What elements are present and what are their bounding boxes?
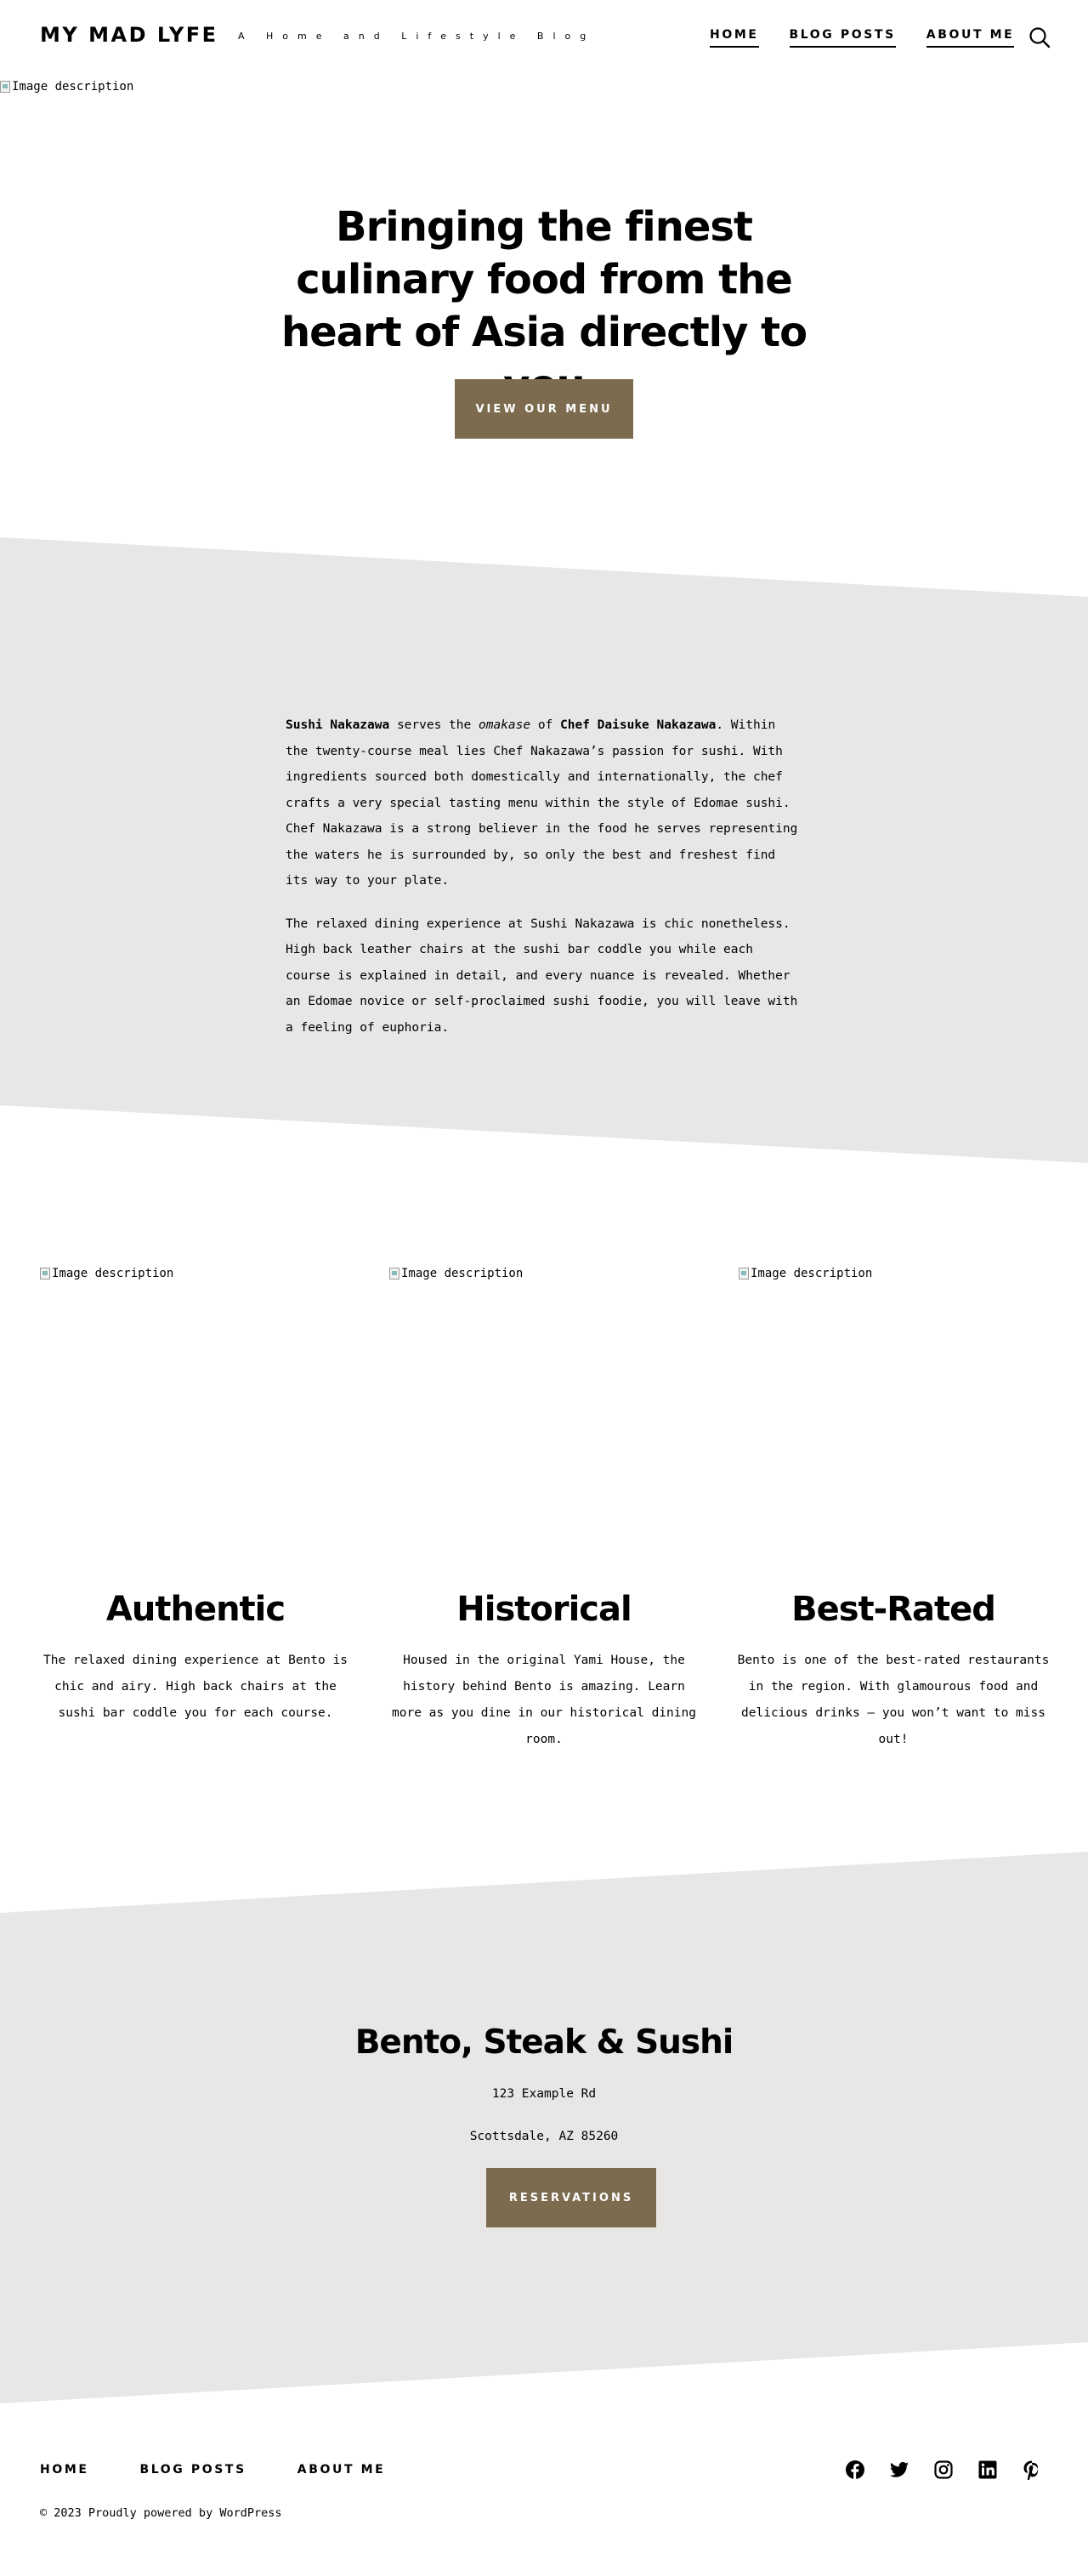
feature-best-rated bbox=[736, 1590, 1051, 1753]
address-line-2: Scottsdale, AZ 85260 bbox=[469, 2130, 619, 2143]
feature-title: Best-Rated bbox=[791, 1590, 995, 1629]
copyright-text: © 2023 Proudly powered by WordPress bbox=[40, 2506, 282, 2520]
nav-item-about-me[interactable]: ABOUT ME bbox=[926, 28, 1015, 48]
broken-image-icon bbox=[739, 1268, 749, 1279]
hero-image-alt: Image description bbox=[12, 80, 134, 94]
broken-image-icon bbox=[0, 81, 10, 93]
facebook-icon[interactable] bbox=[845, 2460, 865, 2480]
social-links bbox=[845, 2460, 1042, 2480]
site-header bbox=[0, 0, 1088, 75]
pinterest-icon[interactable] bbox=[1022, 2460, 1042, 2480]
feature-text: Bento is one of the best-rated restaurants in the region. With glamourous food and delicious drinks – you won’t want to miss out! bbox=[737, 1654, 1050, 1746]
feature-title: Authentic bbox=[105, 1590, 286, 1629]
footer-link-about-me[interactable]: ABOUT ME bbox=[297, 2463, 386, 2477]
linkedin-icon[interactable] bbox=[978, 2460, 998, 2480]
broken-image-icon bbox=[40, 1268, 50, 1279]
footer-link-blog-posts[interactable]: BLOG POSTS bbox=[139, 2463, 246, 2477]
feature-image-3: Image description bbox=[739, 1267, 872, 1280]
hero-title: Bringing the finest culinary food from the heart of Asia directly to bbox=[280, 203, 808, 356]
search-icon[interactable] bbox=[1028, 26, 1051, 48]
nav-item-home[interactable]: HOME bbox=[710, 28, 759, 48]
feature-text: The relaxed dining experience at Bento is chic and airy. High back chairs at the sushi bar coddle you for each course. bbox=[43, 1654, 348, 1720]
nav-item-blog-posts[interactable]: BLOG POSTS bbox=[790, 28, 896, 48]
about-paragraph-1: Sushi Nakazawa serves the omakase of Chef Daisuke Nakazawa. Within the twenty-course meal lies Chef Nakazawa’s passion for sushi. With ingredients sourced both domestically and internationally, the chef crafts a very special tasting menu within the style of Edomae sushi. Chef Nakazawa is a strong believer in the food he serves representing the waters he is surrounded by, so only the best and freshest find its way to your plate. bbox=[286, 718, 798, 888]
about-text bbox=[286, 712, 804, 1058]
main-nav bbox=[710, 28, 1014, 48]
feature-image-1: Image description bbox=[40, 1267, 173, 1280]
feature-text: Housed in the original Yami House, the history behind Bento is amazing. Learn more as you dine in our historical dining room. bbox=[392, 1654, 696, 1746]
view-menu-button[interactable]: VIEW OUR MENU bbox=[455, 379, 633, 439]
broken-image-icon bbox=[389, 1268, 400, 1279]
twitter-icon[interactable] bbox=[889, 2460, 910, 2480]
footer-nav bbox=[40, 2463, 385, 2477]
address-line-1: 123 Example Rd bbox=[491, 2087, 597, 2101]
about-paragraph-2: The relaxed dining experience at Sushi Nakazawa is chic nonetheless. High back leather chairs at the sushi bar coddle you while each course is explained in detail, and every nuance is revealed. Whether an Edomae novice or self-proclaimed sushi foodie, you will leave with a feeling of euphoria. bbox=[286, 916, 798, 1035]
feature-image-2: Image description bbox=[389, 1267, 523, 1280]
hero-image bbox=[0, 80, 133, 94]
footer-link-home[interactable]: HOME bbox=[40, 2463, 89, 2477]
site-tagline: A Home and Lifestyle Blog bbox=[238, 31, 596, 42]
instagram-icon[interactable] bbox=[933, 2460, 954, 2480]
omakase-term: omakase bbox=[478, 718, 531, 732]
location-title: Bento, Steak & Sushi bbox=[354, 2023, 734, 2062]
location-section-bg bbox=[0, 1849, 1088, 2406]
restaurant-name: Sushi Nakazawa bbox=[286, 718, 390, 732]
feature-historical bbox=[387, 1590, 701, 1753]
feature-authentic bbox=[38, 1590, 353, 1727]
chef-name: Chef Daisuke Nakazawa bbox=[560, 718, 717, 732]
reservations-button[interactable]: RESERVATIONS bbox=[486, 2168, 656, 2227]
feature-title: Historical bbox=[456, 1590, 632, 1629]
site-title[interactable]: MY MAD LYFE bbox=[40, 23, 218, 47]
